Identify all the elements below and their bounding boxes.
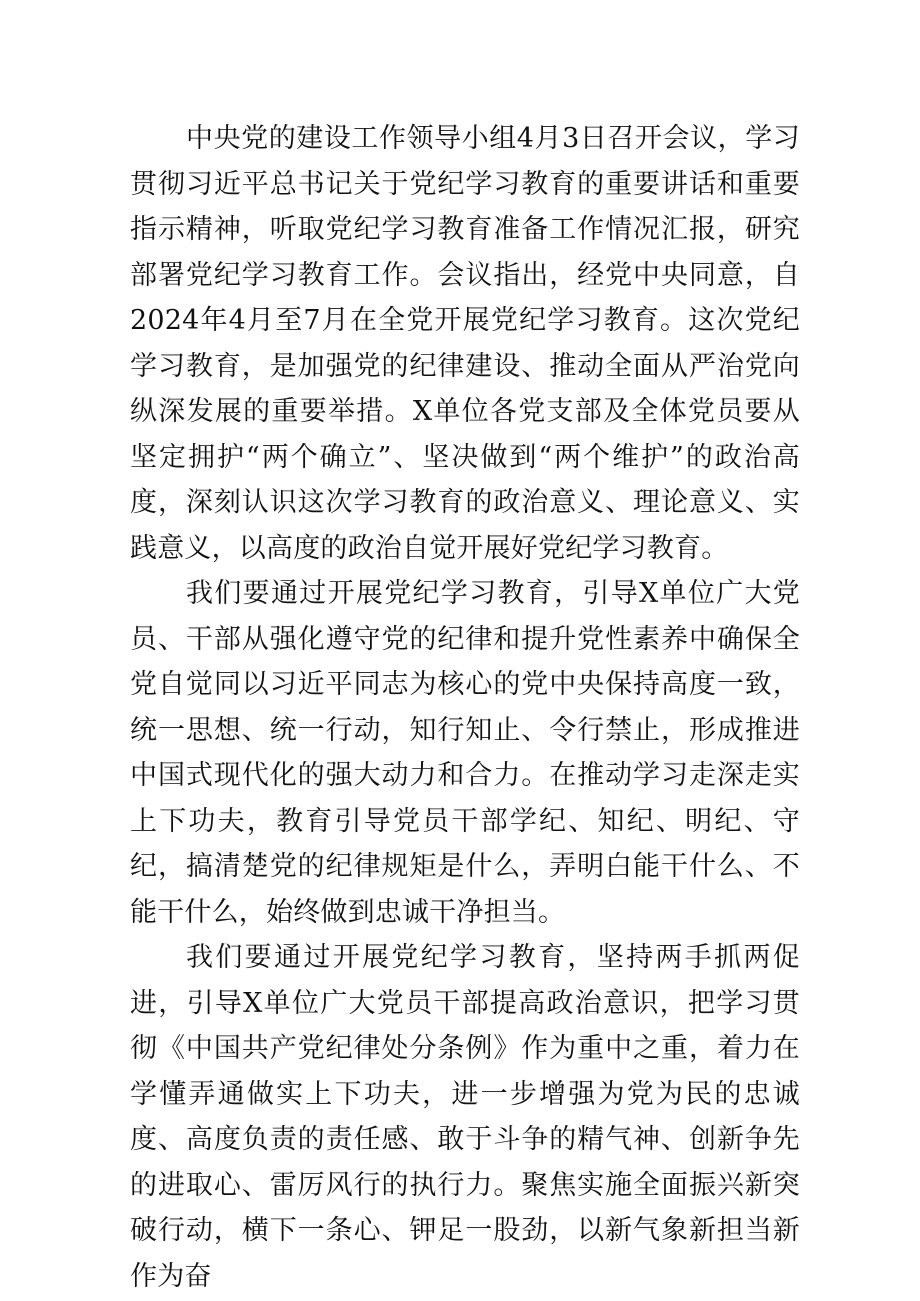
document-body	[130, 116, 800, 1299]
paragraph-1: 中央党的建设工作领导小组4月3日召开会议，学习贯彻习近平总书记关于党纪学习教育的重要讲话和重要指示精神，听取党纪学习教育准备工作情况汇报，研究部署党纪学习教育工作。会议指出，经党中央同意，自2024年4月至7月在全党开展党纪学习教育。这次党纪学习教育，是加强党的纪律建设、推动全面从严治党向纵深发展的重要举措。X单位各党支部及全体党员要从坚定拥护“两个确立”、坚决做到“两个维护”的政治高度，深刻认识这次学习教育的政治意义、理论意义、实践意义，以高度的政治自觉开展好党纪学习教育。	[130, 123, 800, 564]
paragraph-3: 我们要通过开展党纪学习教育，坚持两手抓两促进，引导X单位广大党员干部提高政治意识，把学习贯彻《中国共产党纪律处分条例》作为重中之重，着力在学懂弄通做实上下功夫，进一步增强为党为民的忠诚度、高度负责的责任感、敢于斗争的精气神、创新争先的进取心、雷厉风行的执行力。聚焦实施全面振兴新突破行动，横下一条心、钾足一股劲，以新气象新担当新作为奋	[130, 942, 800, 1292]
paragraph-2: 我们要通过开展党纪学习教育，引导X单位广大党员、干部从强化遵守党的纪律和提升党性素养中确保全党自觉同以习近平同志为核心的党中央保持高度一致，统一思想、统一行动，知行知止、令行禁止，形成推进中国式现代化的强大动力和合力。在推动学习走深走实上下功夫，教育引导党员干部学纪、知纪、明纪、守纪，搞清楚党的纪律规矩是什么，弄明白能干什么、不能干什么，始终做到忠诚干净担当。	[130, 578, 800, 928]
